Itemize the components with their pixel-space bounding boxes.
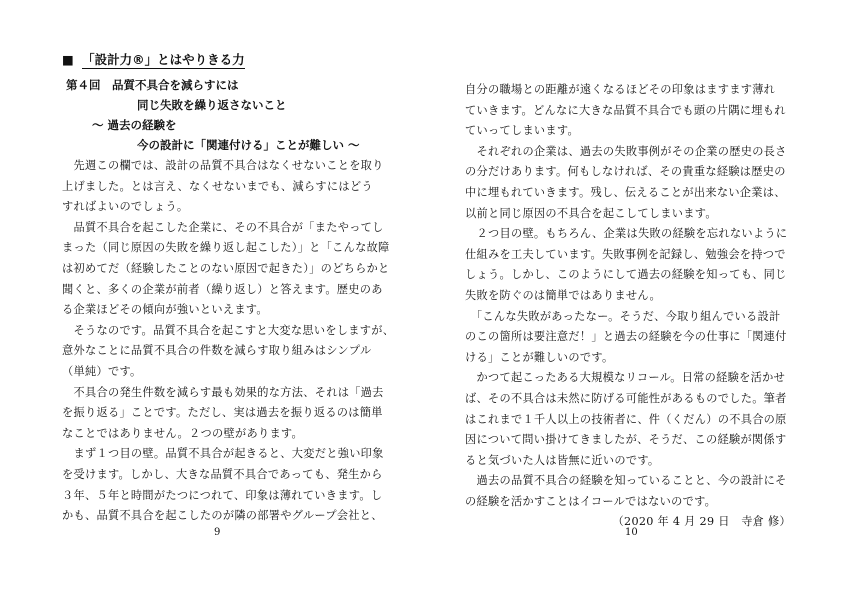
text-line: かも、品質不具合を起こしたのが隣の部署やグループ会社と、 xyxy=(62,509,383,523)
text-line: 聞くと、多くの企業が前者（繰り返し）と答えます。歴史のあ xyxy=(62,282,383,296)
text-line: 以前と同じ原因の不具合を起こしてしまいます。 xyxy=(465,206,717,220)
text-line: ２つ目の壁。もちろん、企業は失敗の経験を忘れないように xyxy=(465,227,788,241)
text-line: ていきます。どんなに大きな品質不具合でも頭の片隅に埋もれ xyxy=(465,103,786,117)
text-line: 不具合の発生件数を減らす最も効果的な方法、それは「過去 xyxy=(62,385,384,399)
text-line: それぞれの企業は、過去の失敗事例がその企業の歴史の長さ xyxy=(465,144,787,158)
right-body-text xyxy=(465,80,795,533)
page-number: 9 xyxy=(214,527,221,538)
text-line: 中に埋もれていきます。残し、伝えることが出来ない企業は、 xyxy=(465,185,786,199)
article-heading-line-2: 同じ失敗を繰り返さないこと xyxy=(137,98,287,112)
text-line: 仕組みを工夫しています。失敗事例を記録し、勉強会を持つで xyxy=(465,247,786,261)
text-line: ていってしまいます。 xyxy=(465,124,579,138)
square-bullet-icon: ■ xyxy=(62,52,74,67)
text-line: ると気づいた人は皆無に近いのです。 xyxy=(465,453,660,467)
text-line: 意外なことに品質不具合の件数を減らす取り組みはシンプル xyxy=(62,344,372,358)
right-page xyxy=(420,0,841,595)
article-subheading-line-2: 今の設計に「関連付ける」ことが難しい 〜 xyxy=(137,138,360,152)
text-line: 先週この欄では、設計の品質不具合はなくせないことを取り xyxy=(62,159,384,172)
text-line: 上げました。とは言え、なくせないまでも、減らすにはどう xyxy=(62,179,373,193)
text-line: はこれまで１千人以上の技術者に、件（くだん）の不具合の原 xyxy=(465,412,787,426)
article-heading-line-1: 第４回 品質不具合を減らすには xyxy=(66,78,239,92)
text-line: ば、その不具合は未然に防げる可能性があるものでした。筆者 xyxy=(465,391,787,405)
text-line: かつて起こったある大規模なリコール。日常の経験を活かせ xyxy=(465,371,786,385)
text-line: る企業ほどその傾向が強いといえます。 xyxy=(62,303,268,317)
text-line: を振り返る」ことです。ただし、実は過去を振り返るのは簡単 xyxy=(62,406,383,420)
text-line: 失敗を防ぐのは簡単ではありません。 xyxy=(465,288,661,302)
text-line: 自分の職場との距離が遠くなるほどその印象はますます薄れ xyxy=(465,83,776,96)
text-line: の分だけあります。何もしなければ、その貴重な経験は歴史の xyxy=(465,165,786,179)
text-line: ける」ことが難しいのです。 xyxy=(465,350,614,364)
text-line: 因について問い掛けてきましたが、そうだ、この経験が関係す xyxy=(465,433,787,447)
text-line: まった（同じ原因の失敗を繰り返し起こした）」と「こんな故障 xyxy=(62,241,390,255)
left-body-text xyxy=(62,156,395,527)
article-subheading-line-1: 〜 過去の経験を xyxy=(92,118,177,132)
series-title xyxy=(62,50,245,68)
text-line: 品質不具合を起こした企業に、その不具合が「またやってし xyxy=(62,220,384,234)
text-line: を受けます。しかし、大きな品質不具合であっても、発生から xyxy=(62,467,383,481)
text-line: 過去の品質不具合の経験を知っていることと、今の設計にそ xyxy=(465,474,787,488)
text-line: （単純）です。 xyxy=(62,364,142,378)
text-line: は初めてだ（経験したことのない原因で起きた）」のどちらかと xyxy=(62,261,390,275)
text-line: そうなのです。品質不具合を起こすと大変な思いをしますが、 xyxy=(62,323,395,337)
left-page xyxy=(0,0,420,595)
text-line: まず１つ目の壁。品質不具合が起きると、大変だと強い印象 xyxy=(62,447,384,461)
text-line: の経験を活かすことはイコールではないのです。 xyxy=(465,494,717,508)
page-number: 10 xyxy=(625,527,638,538)
text-line: ３年、５年と時間がたつにつれて、印象は薄れていきます。し xyxy=(62,488,383,502)
date-signature: （2020 年 4 月 29 日 寺倉 修） xyxy=(612,515,791,529)
text-line: すればよいのでしょう。 xyxy=(62,200,189,214)
text-line: のこの箇所は要注意だ！」と過去の経験を今の仕事に「関連付 xyxy=(465,330,787,344)
text-line: なことではありません。２つの壁があります。 xyxy=(62,426,304,440)
series-title-text: 「設計力®」とはやりきる力 xyxy=(82,52,245,67)
text-line: しょう。しかし、このようにして過去の経験を知っても、同じ xyxy=(465,268,787,282)
text-line: 「こんな失敗があったなー。そうだ、今取り組んでいる設計 xyxy=(465,309,781,323)
